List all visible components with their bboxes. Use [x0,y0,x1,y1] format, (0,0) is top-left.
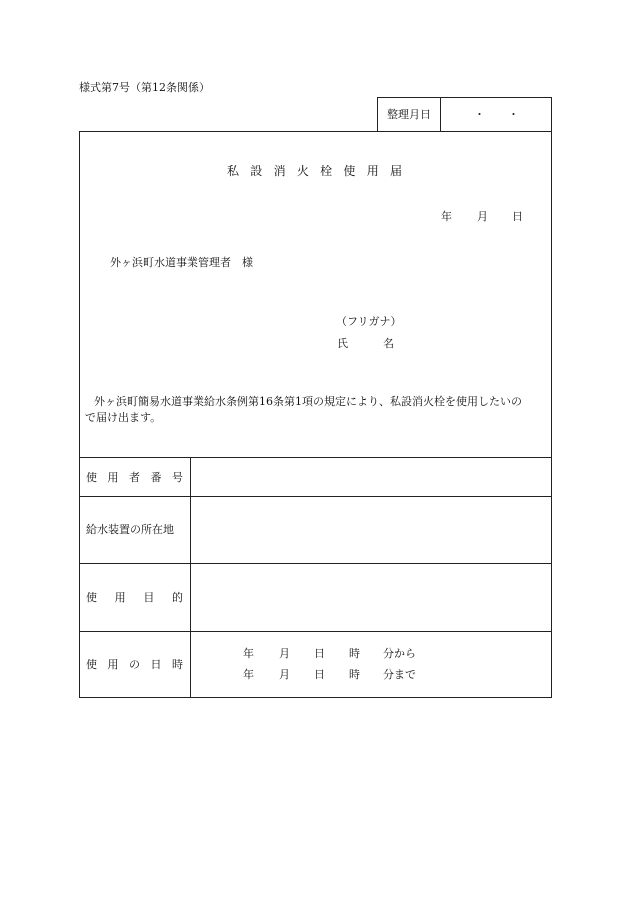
receipt-dot-2: ・ [508,108,519,121]
title-char: 消 [273,164,286,178]
addressee: 外ヶ浜町水道事業管理者 様 [110,256,253,269]
label-char: 用 [107,658,119,671]
statement-line-2: で届け出ます。 [85,411,162,424]
row-label-datetime [86,659,183,670]
dt1-hour: 時 [349,647,360,660]
statement-line-1: 外ヶ浜町簡易水道事業給水条例第16条第1項の規定により、私設消火栓を使用したいの [94,395,522,408]
form-number: 様式第7号（第12条関係） [79,81,210,94]
dt1-minute-from: 分から [383,647,416,660]
row-rule [80,631,551,632]
title-char: 私 [227,164,240,178]
label-char: 的 [171,591,183,604]
label-char: 時 [172,658,183,671]
form-frame [79,131,552,698]
name-label [337,338,394,349]
title-char: 栓 [320,164,333,178]
title-char: 届 [389,164,402,178]
title-char: 設 [250,164,263,178]
name-char: 名 [383,337,394,350]
dt1-month: 月 [279,647,290,660]
row-label-purpose [86,592,183,603]
label-char: 使 [86,471,97,484]
dt1-year: 年 [243,647,254,660]
title-char: 使 [343,164,356,178]
label-char: 者 [129,471,140,484]
label-char: 番 [150,471,162,484]
row-label-user-number [86,472,183,483]
purpose-field[interactable] [191,564,551,631]
receipt-divider [440,98,441,131]
label-char: の [129,658,140,671]
date-day: 日 [512,210,523,223]
row-label-location: 給水装置の所在地 [86,523,174,536]
dt2-hour: 時 [349,668,360,681]
dt2-minute-until: 分まで [383,668,416,681]
location-field[interactable] [191,497,551,563]
dt1-day: 日 [314,647,325,660]
date-month: 月 [477,210,488,223]
date-year: 年 [441,210,452,223]
label-char: 号 [172,471,183,484]
user-number-field[interactable] [191,458,551,496]
label-char: 使 [86,591,97,604]
form-title [227,165,402,177]
label-char: 使 [86,658,97,671]
label-char: 用 [114,591,126,604]
label-char: 日 [150,658,162,671]
label-char: 用 [107,471,119,484]
title-char: 火 [296,164,309,178]
receipt-label: 整理月日 [387,108,431,121]
receipt-dot-1: ・ [474,108,485,121]
name-char: 氏 [337,337,348,350]
title-char: 用 [366,164,379,178]
receipt-date-box [377,97,552,132]
dt2-day: 日 [314,668,325,681]
furigana-label: （フリガナ） [336,315,402,328]
dt2-year: 年 [243,668,254,681]
dt2-month: 月 [279,668,290,681]
label-char: 目 [143,591,155,604]
